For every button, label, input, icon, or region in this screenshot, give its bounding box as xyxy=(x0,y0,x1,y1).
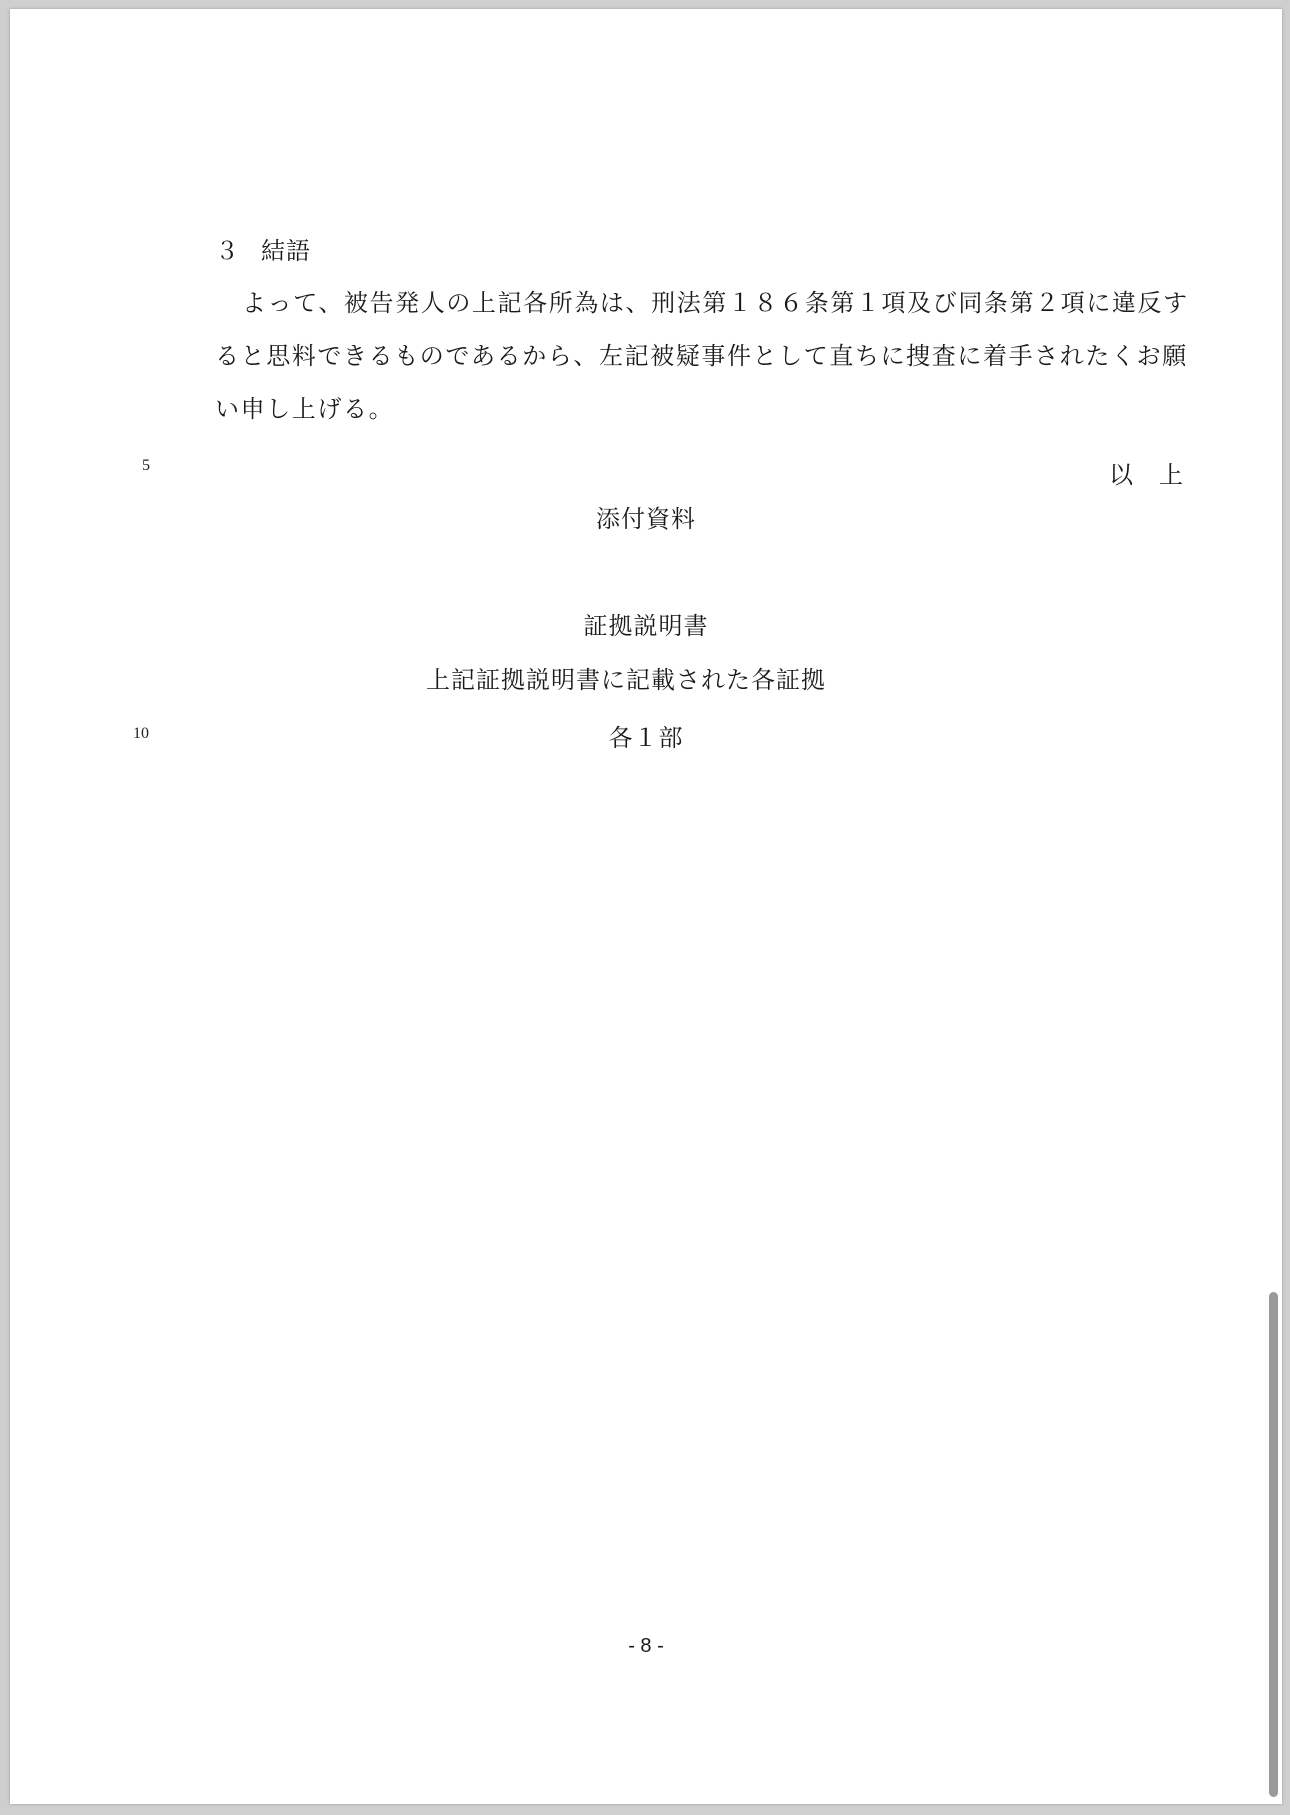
attachments-heading: 添付資料 xyxy=(596,505,696,533)
line-number-5: 5 xyxy=(142,457,150,474)
section-heading xyxy=(215,231,311,266)
closing-mark: 以 上 xyxy=(1109,461,1184,489)
document-page xyxy=(10,9,1282,1804)
body-line-1: よって、被告発人の上記各所為は、刑法第１８６条第１項及び同条第２項に違反す xyxy=(242,289,1189,317)
page-number: - 8 - xyxy=(628,1635,664,1657)
section-number: ３ xyxy=(215,237,240,265)
line-number-10: 10 xyxy=(133,725,149,742)
body-line-3: い申し上げる。 xyxy=(215,395,395,423)
attachment-title: 証拠説明書 xyxy=(583,612,709,640)
attachment-detail: 上記証拠説明書に記載された各証拠 xyxy=(426,666,826,694)
scrollbar-thumb[interactable] xyxy=(1269,1292,1278,1797)
section-title: 結語 xyxy=(261,237,311,265)
body-line-2: ると思料できるものであるから、左記被疑事件として直ちに捜査に着手されたくお願 xyxy=(215,342,1188,370)
attachment-count: 各１部 xyxy=(608,724,684,752)
